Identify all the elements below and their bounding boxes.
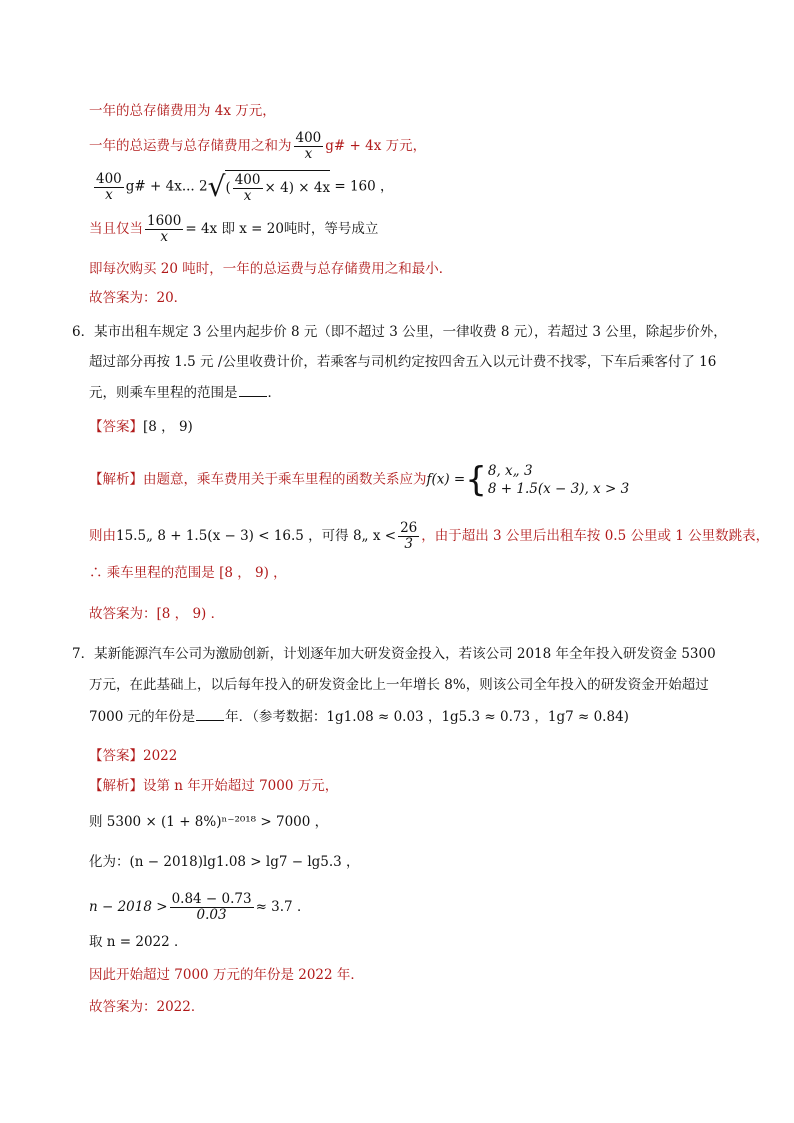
solution-line: 一年的总存储费用为 4x 万元， [89, 103, 276, 119]
solution-line: 即每次购买 20 吨时，一年的总运费与总存储费用之和最小． [89, 261, 453, 277]
fraction: $\frac{26}{3}$ [400, 520, 418, 552]
q7-final-answer: 故答案为：2022． [89, 999, 205, 1015]
answer-tag: 【答案】 [89, 748, 143, 764]
fraction: $\frac{0.84 - 0.73}{0.03}$ [171, 891, 252, 923]
math-line: 当且仅当 $\frac{1600}{x}$ = 4x 即 x = 20吨时，等号成立 [89, 213, 379, 245]
q7-step5: 因此开始超过 7000 万元的年份是 2022 年． [89, 967, 364, 983]
square-root: √( $\frac{400}{x}$ × 4) × 4x [207, 170, 331, 204]
analysis-tag: 【解析】 [89, 471, 143, 488]
question-7-line1: 7．某新能源汽车公司为激励创新，计划逐年加大研发资金投入，若该公司 2018 年全年投入研发资金 5300 [72, 646, 716, 662]
fraction: $\frac{1600}{x}$ [147, 213, 182, 245]
question-7-line3: 7000 元的年份是 年．（参考数据：1g1.08 ≈ 0.03 ，1g5.3 ≈ 0.73 ，1g7 ≈ 0.84) [89, 709, 629, 725]
answer-tag: 【答案】 [89, 419, 143, 435]
fraction: $\frac{400}{x}$ [96, 170, 122, 203]
solution-line: 一年的总运费与总存储费用之和为 $\frac{400}{x}$ g# + 4x 万元， [89, 130, 427, 162]
question-number: 7． [72, 646, 95, 662]
answer-blank [239, 395, 267, 397]
question-6-line2: 超过部分再按 1.5 元 /公里收费计价，若乘客与司机约定按四舍五入以元计费不找零，下车后乘客付了 16 [89, 354, 717, 370]
q6-final-answer: 故答案为：[8 ， 9) ． [89, 606, 225, 622]
q7-step4: 取 n = 2022 ． [89, 934, 188, 950]
q7-step3: n − 2018 > $\frac{0.84 - 0.73}{0.03}$ ≈ 3.7 ． [89, 891, 311, 923]
q6-answer: 【答案】[8 ， 9) [89, 419, 193, 435]
question-7-line2: 万元，在此基础上，以后每年投入的研发资金比上一年增长 8%，则该公司全年投入的研发资金开始超过 [89, 677, 709, 693]
q7-analysis: 【解析】设第 n 年开始超过 7000 万元， [89, 778, 339, 794]
final-answer-line: 故答案为：20． [89, 290, 188, 306]
q6-range-line: ∴ 乘车里程的范围是 [8 ， 9) ， [89, 565, 287, 581]
q6-inequality-line: 则由15.5„ 8 + 1.5(x − 3) < 16.5 ，可得 8„ x < $\frac{26}{3}$ ，由于超出 3 公里后出租车按 0.5 公里或 1 公里数跳表， [89, 520, 770, 552]
brace-icon: { [465, 460, 487, 500]
q7-answer: 【答案】2022 [89, 748, 178, 764]
question-6-line3: 元，则乘车里程的范围是 ． [89, 385, 281, 401]
answer-blank [196, 719, 224, 721]
q6-analysis: 【解析】由题意，乘车费用关于乘车里程的函数关系应为f(x) ={ 8, x„ 3 8 + 1.5(x − 3), x > 3 [89, 460, 630, 500]
question-number: 6． [72, 324, 95, 340]
question-6-line1: 6．某市出租车规定 3 公里内起步价 8 元（即不超过 3 公里，一律收费 8 元），若超过 3 公里，除起步价外， [72, 324, 727, 340]
piecewise-cases: 8, x„ 3 8 + 1.5(x − 3), x > 3 [487, 463, 630, 497]
analysis-tag: 【解析】 [89, 778, 143, 794]
q7-step1: 则 5300 × (1 + 8%)ⁿ⁻²⁰¹⁸ > 7000 ， [89, 814, 329, 830]
q7-step2: 化为：(n − 2018)lg1.08 > lg7 − lg5.3 ， [89, 854, 360, 870]
fraction: $\frac{400}{x}$ [295, 130, 322, 162]
math-line: $\frac{400}{x}$ g# + 4x... 2√( $\frac{400}{x}$ × 4) × 4x = 160 ， [96, 170, 394, 204]
